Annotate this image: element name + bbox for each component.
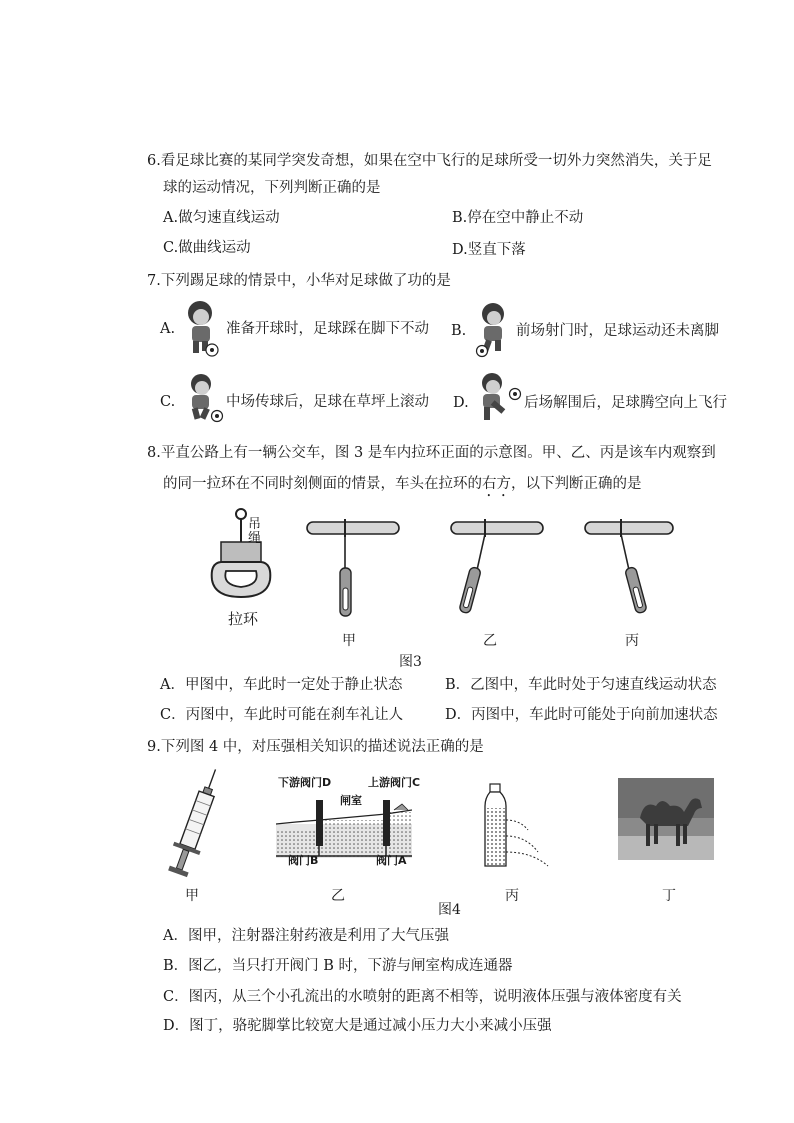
camel-photo <box>618 778 714 860</box>
q7-option-a-text: 准备开球时，足球踩在脚下不动 <box>226 321 429 337</box>
strap-side-view-yi <box>449 518 547 618</box>
q8-stem-line1: 8.平直公路上有一辆公交车，图 3 是车内拉环正面的示意图。甲、乙、丙是该车内观察到 <box>147 445 716 461</box>
q9-option-a: A．图甲，注射器注射药液是利用了大气压强 <box>163 928 449 944</box>
q6-option-a: A.做匀速直线运动 <box>163 210 280 226</box>
q8-option-c: C．丙图中，车此时可能在刹车礼让人 <box>160 707 404 723</box>
q8-option-d: D．丙图中，车此时可能处于向前加速状态 <box>445 707 718 723</box>
lock-chamber-label: 闸室 <box>340 794 362 807</box>
lock-gate-d-label: 下游阀门D <box>278 776 332 789</box>
lock-valve-b-label: 阀门B <box>288 854 319 867</box>
fig3-label-yi: 乙 <box>483 633 497 649</box>
syringe-figure <box>168 766 224 880</box>
player-passing-icon <box>182 372 226 424</box>
fig4-label-ding: 丁 <box>662 888 676 904</box>
fig3-caption: 图3 <box>399 654 422 670</box>
fig3-label-bing: 丙 <box>625 633 639 649</box>
q6-option-d: D.竖直下落 <box>452 242 526 258</box>
strap-side-view-bing <box>583 518 681 618</box>
q7-option-c-text: 中场传球后，足球在草坪上滚动 <box>226 394 429 410</box>
q7-option-b-label: B. <box>451 323 467 339</box>
player-kicking-icon <box>180 298 224 358</box>
fig3-label-jia: 甲 <box>342 633 356 649</box>
q7-option-d-label: D. <box>453 395 469 411</box>
q6-option-b: B.停在空中静止不动 <box>452 210 584 226</box>
strap-front-view <box>208 505 278 605</box>
lock-gate-c-label: 上游阀门C <box>368 776 421 789</box>
q7-option-b-text: 前场射门时，足球运动还未离脚 <box>516 323 719 339</box>
q6-stem-line1: 6.看足球比赛的某同学突发奇想，如果在空中飞行的足球所受一切外力突然消失，关于足 <box>147 153 712 169</box>
q8-stem-line2: 的同一拉环在不同时刻侧面的情景，车头在拉环的右方，以下判断正确的是 <box>163 476 642 492</box>
fig4-label-jia: 甲 <box>185 888 199 904</box>
fig4-label-bing: 丙 <box>505 888 519 904</box>
q9-option-b: B．图乙，当只打开阀门 B 时，下游与闸室构成连通器 <box>163 958 513 974</box>
player-shooting-icon <box>472 300 514 358</box>
fig4-label-yi: 乙 <box>331 888 345 904</box>
q9-option-c: C．图丙，从三个小孔流出的水喷射的距离不相等，说明液体压强与液体密度有关 <box>163 989 682 1005</box>
fig4-caption: 图4 <box>438 902 461 918</box>
ring-label: 拉环 <box>228 610 259 628</box>
water-bottle-figure <box>482 782 554 868</box>
player-clearing-icon <box>474 370 524 426</box>
q8-option-b: B．乙图中，车此时处于匀速直线运动状态 <box>445 677 717 693</box>
q7-option-d-text: 后场解围后，足球腾空向上飞行 <box>524 395 727 411</box>
rope-label: 吊绳 <box>248 517 262 546</box>
q8-option-a: A．甲图中，车此时一定处于静止状态 <box>160 677 403 693</box>
q8-emphasis-right: 右方 <box>482 476 511 492</box>
q6-option-c: C.做曲线运动 <box>163 240 251 256</box>
q7-option-c-label: C. <box>160 394 176 410</box>
q7-option-a-label: A. <box>160 321 176 337</box>
q6-stem-line2: 球的运动情况，下列判断正确的是 <box>163 180 381 196</box>
q9-stem: 9.下列图 4 中，对压强相关知识的描述说法正确的是 <box>147 739 484 755</box>
strap-side-view-jia <box>305 518 403 618</box>
q7-stem: 7.下列踢足球的情景中，小华对足球做了功的是 <box>147 273 451 289</box>
q9-option-d: D．图丁，骆驼脚掌比较宽大是通过减小压力大小来减小压强 <box>163 1018 552 1034</box>
lock-valve-a-label: 阀门A <box>376 854 407 867</box>
